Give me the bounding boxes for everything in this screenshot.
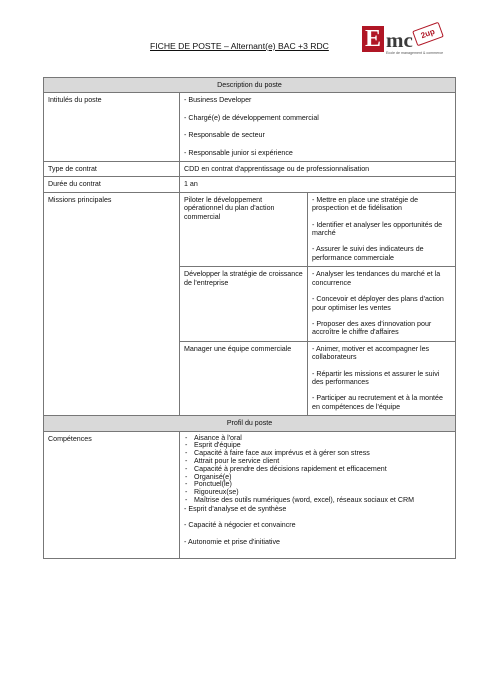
mission-task: - Analyser les tendances du marché et la concurrence (312, 270, 441, 287)
list-item: - Ponctuel(le) (184, 481, 451, 489)
duree-value: 1 an (180, 177, 456, 192)
company-logo (362, 26, 448, 60)
list-item: - Attrait pour le service client (184, 458, 451, 466)
list-item: - Capacité à prendre des décisions rapidement et efficacement (184, 466, 451, 474)
mission-tasks (308, 342, 455, 415)
logo-badge (412, 22, 444, 47)
contrat-value: CDD en contrat d'apprentissage ou de professionnalisation (180, 162, 456, 177)
section-header-description: Description du poste (44, 78, 456, 93)
row-label-missions: Missions principales (44, 192, 180, 415)
page-title: FICHE DE POSTE – Alternant(e) BAC +3 RDC (150, 41, 329, 51)
mission-task: - Proposer des axes d'innovation pour accroître le chiffre d'affaires (312, 319, 432, 337)
list-item: - Capacité à faire face aux imprévus et à gérer son stress (184, 450, 451, 458)
mission-task: - Participer au recrutement et à la montée en compétences de l'équipe (312, 394, 443, 411)
intitules-list (180, 93, 456, 162)
mission-group (180, 193, 455, 266)
logo-tagline: Ecole de management & commerce (386, 51, 444, 55)
competences-extra-list (184, 505, 451, 546)
list-item: - Responsable de secteur (184, 131, 265, 140)
missions-cell (180, 192, 456, 415)
mission-tasks (308, 267, 455, 340)
list-item: - Responsable junior si expérience (184, 148, 293, 157)
competences-cell (180, 431, 456, 558)
list-item: - Aisance à l'oral (184, 435, 451, 443)
list-item: - Rigoureux(se) (184, 489, 451, 497)
list-item: - Business Developer (184, 96, 252, 105)
row-label-contrat: Type de contrat (44, 162, 180, 177)
mission-task: - Mettre en place une stratégie de prospection et de fidélisation (312, 195, 419, 213)
list-item: - Esprit d'équipe (184, 442, 451, 450)
mission-group (180, 341, 455, 415)
logo-badge-text: 2up (419, 26, 437, 41)
list-item: - Autonomie et prise d'initiative (184, 537, 280, 546)
mission-tasks (308, 193, 455, 266)
mission-task: - Identifier et analyser les opportunités de marché (312, 220, 443, 238)
competences-bullet-list (184, 435, 451, 505)
mission-title: Développer la stratégie de croissance de l'entreprise (180, 267, 308, 340)
row-label-intitules: Intitulés du poste (44, 93, 180, 162)
mission-title: Piloter le développement opérationnel du plan d'action commercial (180, 193, 308, 266)
mission-group (180, 266, 455, 340)
mission-task: - Assurer le suivi des indicateurs de performance commerciale (312, 245, 424, 262)
mission-title: Manager une équipe commerciale (180, 342, 308, 415)
job-description-table (43, 77, 456, 559)
row-label-competences: Compétences (44, 431, 180, 558)
list-item: - Capacité à négocier et convaincre (184, 521, 296, 530)
list-item: - Organisé(e) (184, 474, 451, 482)
mission-task: - Animer, motiver et accompagner les collaborateurs (312, 344, 430, 362)
logo-letter: E (362, 26, 384, 52)
list-item: - Chargé(e) de développement commercial (184, 113, 319, 122)
row-label-duree: Durée du contrat (44, 177, 180, 192)
mission-task: - Concevoir et déployer des plans d'action pour optimiser les ventes (312, 295, 444, 312)
list-item: - Esprit d'analyse et de synthèse (184, 504, 287, 513)
section-header-profil: Profil du poste (44, 416, 456, 431)
list-item: - Maîtrise des outils numériques (word, excel), réseaux sociaux et CRM (184, 497, 451, 505)
mission-task: - Répartir les missions et assurer le suivi des performances (312, 369, 440, 386)
logo-wordmark: mc (386, 28, 413, 52)
